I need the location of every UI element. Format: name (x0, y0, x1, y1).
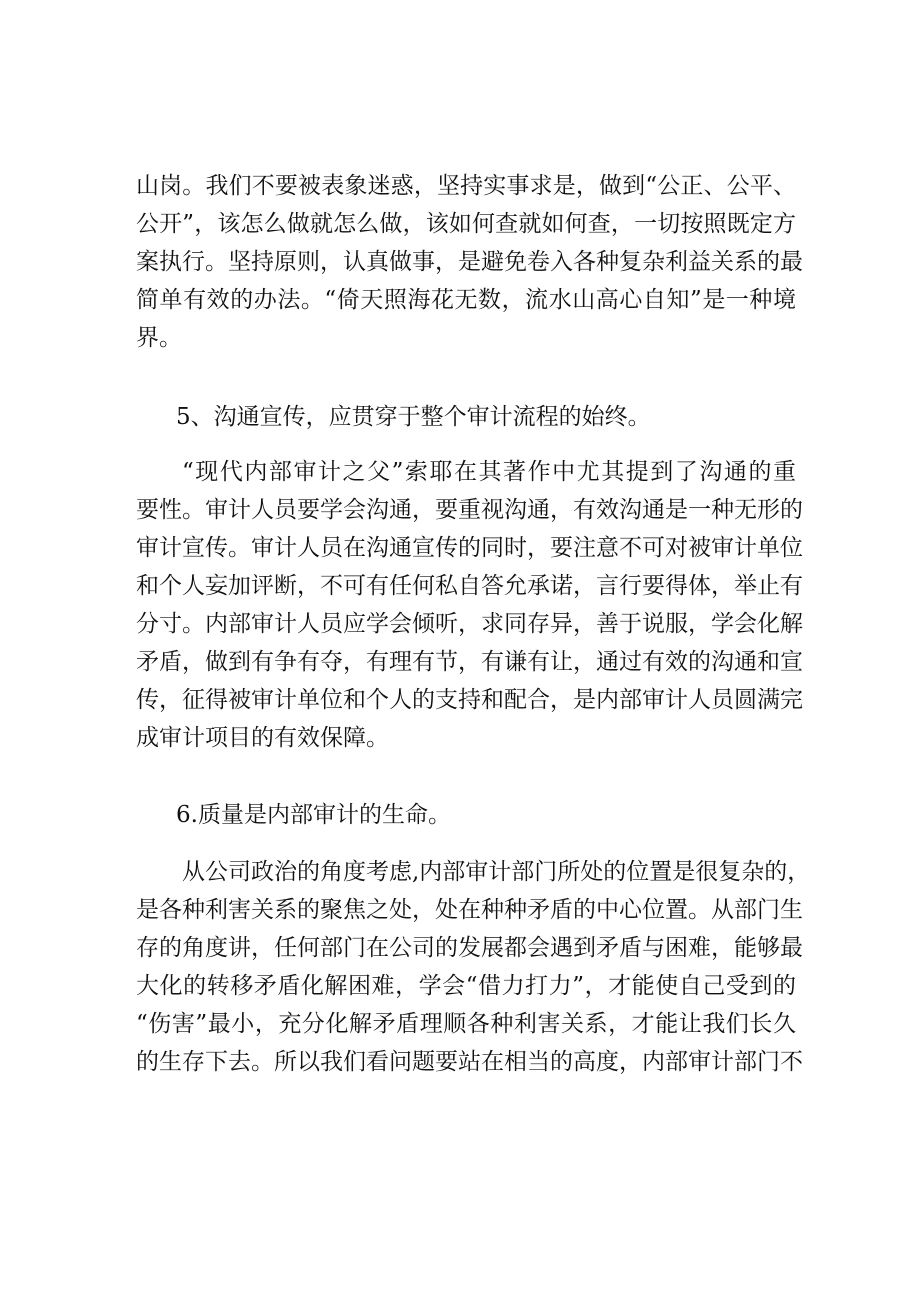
text-line: 山岗。我们不要被表象迷惑，坚持实事求是，做到“公正、公平、 (136, 173, 796, 199)
text-line: 案执行。坚持原则，认真做事，是避免卷入各种复杂利益关系的最 (136, 249, 803, 275)
text-line: 的生存下去。所以我们看问题要站在相当的高度，内部审计部门不 (136, 1049, 803, 1075)
section-heading-5: 5、沟通宣传，应贯穿于整个审计流程的始终。 (176, 404, 651, 430)
paragraph-integrity-conclusion (136, 167, 803, 357)
text-line: 审计宣传。审计人员在沟通宣传的同时，要注意不可对被审计单位 (136, 535, 803, 561)
text-line: 存的角度讲，任何部门在公司的发展都会遇到矛盾与困难，能够最 (136, 935, 803, 961)
text-line: 公开”，该怎么做就怎么做，该如何查就如何查，一切按照既定方 (136, 211, 796, 237)
text-line: “伤害”最小，充分化解矛盾理顺各种利害关系，才能让我们长久 (136, 1011, 796, 1037)
paragraph-communication (136, 453, 803, 757)
text-line: 界。 (136, 325, 182, 351)
section-heading-6: 6.质量是内部审计的生命。 (176, 802, 451, 828)
text-line: 矛盾，做到有争有夺，有理有节，有谦有让，通过有效的沟通和宣 (136, 649, 803, 675)
text-line: 大化的转移矛盾化解困难，学会“借力打力”，才能使自己受到的 (136, 973, 796, 999)
text-line: 要性。审计人员要学会沟通，要重视沟通，有效沟通是一种无形的 (136, 497, 803, 523)
text-line: 和个人妄加评断，不可有任何私自答允承诺，言行要得体，举止有 (136, 573, 803, 599)
text-line: 简单有效的办法。“倚天照海花无数，流水山高心自知”是一种境 (136, 287, 796, 313)
text-line: 成审计项目的有效保障。 (136, 725, 389, 751)
text-line: 是各种利害关系的聚焦之处，处在种种矛盾的中心位置。从部门生 (136, 897, 803, 923)
text-line: 从公司政治的角度考虑,内部审计部门所处的位置是很复杂的， (182, 859, 811, 885)
text-line: 传，征得被审计单位和个人的支持和配合，是内部审计人员圆满完 (136, 687, 803, 713)
text-line: 分寸。内部审计人员应学会倾听，求同存异，善于说服，学会化解 (136, 611, 803, 637)
paragraph-quality (136, 853, 811, 1081)
text-line: “现代内部审计之父”索耶在其著作中尤其提到了沟通的重 (182, 459, 796, 485)
